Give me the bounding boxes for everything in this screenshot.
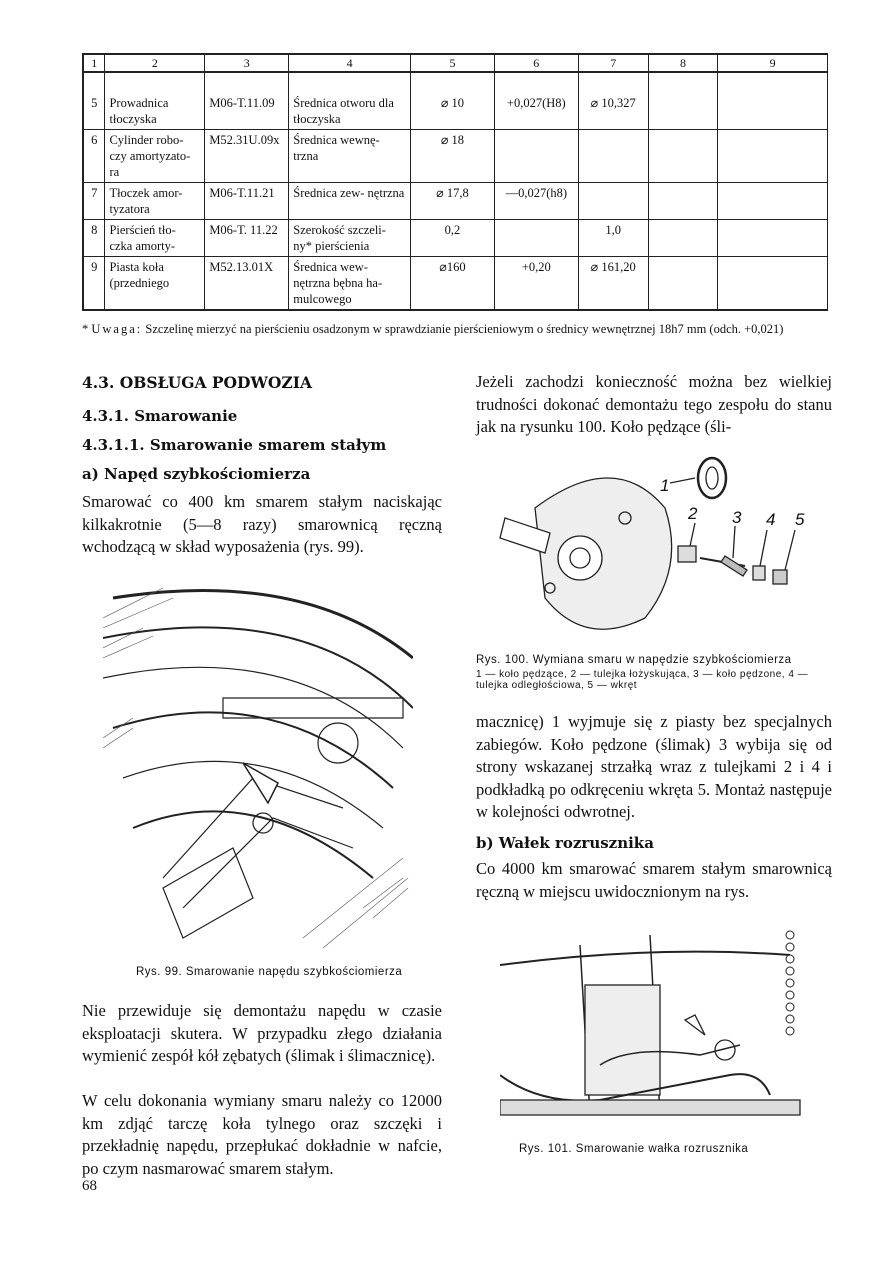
figure-100-caption-legend: 1 — koło pędzące, 2 — tulejka łożyskująca, 3 — koło pędzone, 4 — tulejka odległościowa, 5 — wkręt [476, 669, 809, 691]
cell: ⌀ 161,20 [578, 257, 648, 311]
cell [648, 93, 718, 130]
cell: Piasta koła (przedniego [105, 257, 205, 311]
cell: ⌀ 10,327 [578, 93, 648, 130]
table-header-row [83, 54, 828, 72]
cell: ⌀ 10 [411, 93, 495, 130]
cell: ⌀ 17,8 [411, 183, 495, 220]
cell: ⌀ 18 [411, 130, 495, 183]
cell: M06-T. 11.22 [205, 220, 289, 257]
col-header: 1 [83, 54, 105, 72]
paragraph: Nie przewiduje się demontażu napędu w czasie eksploatacji skutera. W przypadku złego działania wymienić zespół kół zębatych (ślimak i ślimacznicę). [82, 1001, 442, 1065]
paragraph: W celu dokonania wymiany smaru należy co 12000 km zdjąć tarczę koła tylnego oraz szczęki i przekładnię napędu, przepłukać dokładnie w nafcie, po czym nasmarować smarem stałym. [82, 1091, 442, 1178]
cell [718, 257, 828, 311]
page-number: 68 [82, 1178, 97, 1194]
item-heading: a) Napęd szybkościomierza [82, 465, 311, 483]
fig100-label-1: 1 [660, 476, 670, 495]
cell: Średnica zew- nętrzna [289, 183, 411, 220]
cell [578, 183, 648, 220]
col-header: 5 [411, 54, 495, 72]
paragraph: Jeżeli zachodzi konieczność można bez wielkiej trudności dokonać demontażu tego zespołu do stanu jak na rysunku 100. Koło pędzące (śli- [476, 372, 832, 436]
cell: Średnica wew- nętrzna bębna ha- mulcowego [289, 257, 411, 311]
cell: 8 [83, 220, 105, 257]
col-header: 2 [105, 54, 205, 72]
table-row [83, 130, 828, 183]
cell [718, 183, 828, 220]
cell: 0,2 [411, 220, 495, 257]
cell [494, 220, 578, 257]
cell [718, 220, 828, 257]
footnote-marker: * [82, 322, 89, 336]
cell: —0,027(h8) [494, 183, 578, 220]
cell: M52.13.01X [205, 257, 289, 311]
figure-100-caption-title: Rys. 100. Wymiana smaru w napędzie szybkościomierza [476, 654, 792, 666]
cell [648, 130, 718, 183]
cell: Cylinder robo- czy amortyzato- ra [105, 130, 205, 183]
fig100-label-5: 5 [795, 510, 805, 529]
cell: M06-T.11.21 [205, 183, 289, 220]
cell: M52.31U.09x [205, 130, 289, 183]
col-header: 8 [648, 54, 718, 72]
footnote [82, 321, 832, 338]
spec-table [82, 53, 828, 311]
cell [718, 130, 828, 183]
cell [648, 183, 718, 220]
fig100-label-3: 3 [732, 508, 742, 527]
cell: 1,0 [578, 220, 648, 257]
table-row [83, 183, 828, 220]
cell: Prowadnica tłoczyska [105, 93, 205, 130]
cell: 9 [83, 257, 105, 311]
cell: M06-T.11.09 [205, 93, 289, 130]
col-header: 6 [494, 54, 578, 72]
section-heading: 4.3. OBSŁUGA PODWOZIA [82, 373, 312, 392]
table-row [83, 257, 828, 311]
cell [648, 257, 718, 311]
fig100-label-2: 2 [688, 504, 698, 523]
cell: 7 [83, 183, 105, 220]
cell [494, 130, 578, 183]
item-heading: b) Wałek rozrusznika [476, 834, 654, 852]
footnote-text: Szczelinę mierzyć na pierścieniu osadzonym w sprawdzianie pierścieniowym o średnicy wewnętrznej 18h7 mm (odch. +0,021) [145, 322, 784, 336]
figure-101-illustration [500, 925, 805, 1125]
table-spacer [83, 72, 828, 93]
figure-99-caption: Rys. 99. Smarowanie napędu szybkościomierza [136, 966, 403, 978]
subsection-heading: 4.3.1. Smarowanie [82, 407, 238, 425]
subsubsection-heading: 4.3.1.1. Smarowanie smarem stałym [82, 436, 387, 454]
cell: +0,027(H8) [494, 93, 578, 130]
paragraph: Co 4000 km smarować smarem stałym smarownicą ręczną w miejscu uwidocznionym na rys. [476, 859, 832, 901]
table-row [83, 93, 828, 130]
cell: Tłoczek amor- tyzatora [105, 183, 205, 220]
col-header: 3 [205, 54, 289, 72]
footnote-label: Uwaga: [91, 322, 143, 336]
table-row [83, 220, 828, 257]
cell [648, 220, 718, 257]
cell: Szerokość szczeli- ny* pierścienia [289, 220, 411, 257]
cell: +0,20 [494, 257, 578, 311]
cell [718, 93, 828, 130]
cell: Średnica wewnę- trzna [289, 130, 411, 183]
figure-101-caption: Rys. 101. Smarowanie wałka rozrusznika [519, 1143, 749, 1155]
cell: Średnica otworu dla tłoczyska [289, 93, 411, 130]
col-header: 7 [578, 54, 648, 72]
figure-99-illustration [103, 578, 413, 958]
cell [578, 130, 648, 183]
cell: Pierścień tło- czka amorty- [105, 220, 205, 257]
paragraph: Smarować co 400 km smarem stałym naciskając kilkakrotnie (5—8 razy) smarownicą ręczną wchodzącą w skład wyposażenia (rys. 99). [82, 492, 442, 556]
col-header: 4 [289, 54, 411, 72]
paragraph: macznicę) 1 wyjmuje się z piasty bez specjalnych zabiegów. Koło pędzone (ślimak) 3 wybija się od strony wskazanej strzałką wraz z tulejkami 2 i 4 i podkładką po odkręceniu wkręta 5. Montaż następuje w kolejności odwrotnej. [476, 712, 832, 821]
fig100-label-4: 4 [766, 510, 776, 529]
cell: ⌀160 [411, 257, 495, 311]
cell: 5 [83, 93, 105, 130]
cell: 6 [83, 130, 105, 183]
col-header: 9 [718, 54, 828, 72]
